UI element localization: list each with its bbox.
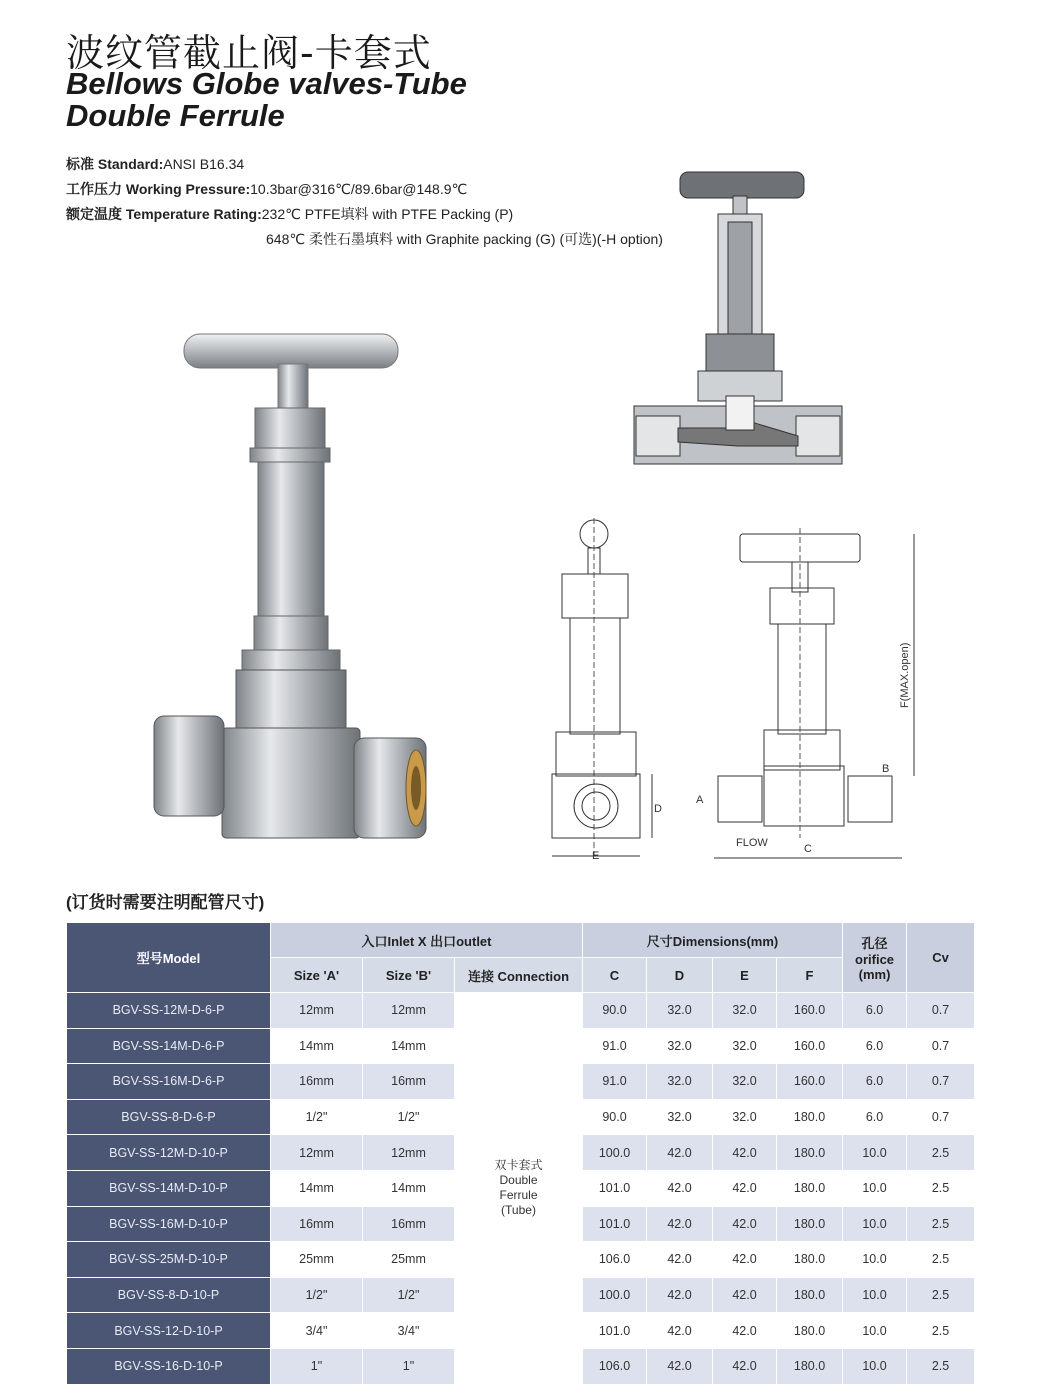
cell-cv: 2.5 [907, 1348, 975, 1384]
cell-size-a: 12mm [271, 993, 363, 1029]
cell-d: 42.0 [647, 1348, 713, 1384]
cell-f: 180.0 [777, 1206, 843, 1242]
cell-size-b: 16mm [363, 1206, 455, 1242]
cell-d: 42.0 [647, 1242, 713, 1278]
header-model: 型号Model [67, 923, 271, 993]
cell-cv: 0.7 [907, 1099, 975, 1135]
connection-text: Ferrule [499, 1188, 538, 1203]
cell-c: 90.0 [583, 993, 647, 1029]
dim-label-e: E [592, 850, 600, 862]
flow-label: FLOW [736, 837, 768, 849]
title-en-line-2: Double Ferrule [66, 98, 285, 133]
cell-model: BGV-SS-8-D-6-P [67, 1099, 271, 1135]
cell-size-b: 12mm [363, 993, 455, 1029]
dim-label-b: B [882, 763, 890, 775]
cell-model: BGV-SS-12M-D-10-P [67, 1135, 271, 1171]
cell-d: 32.0 [647, 1099, 713, 1135]
header-cv: Cv [907, 923, 975, 993]
cell-orifice: 10.0 [843, 1206, 907, 1242]
cell-size-b: 1" [363, 1348, 455, 1384]
cell-connection [455, 993, 583, 1385]
cell-size-a: 25mm [271, 1242, 363, 1278]
header-inlet-outlet: 入口Inlet X 出口outlet [271, 923, 583, 958]
dim-label-c: C [804, 843, 812, 855]
cell-d: 42.0 [647, 1277, 713, 1313]
cell-e: 32.0 [713, 1099, 777, 1135]
page-title-en [66, 68, 467, 132]
cell-model: BGV-SS-12-D-10-P [67, 1313, 271, 1349]
cell-e: 32.0 [713, 1064, 777, 1100]
spec-temp-label: 额定温度 Temperature Rating: [66, 206, 262, 222]
cell-e: 42.0 [713, 1313, 777, 1349]
cell-size-b: 12mm [363, 1135, 455, 1171]
cell-d: 42.0 [647, 1135, 713, 1171]
cell-e: 42.0 [713, 1135, 777, 1171]
cell-size-b: 16mm [363, 1064, 455, 1100]
cell-c: 106.0 [583, 1242, 647, 1278]
cell-model: BGV-SS-14M-D-6-P [67, 1028, 271, 1064]
cell-d: 32.0 [647, 1028, 713, 1064]
header-d: D [647, 958, 713, 993]
header-c: C [583, 958, 647, 993]
cell-size-b: 1/2" [363, 1277, 455, 1313]
valve-cross-section [628, 166, 848, 471]
cell-d: 32.0 [647, 993, 713, 1029]
header-connection: 连接 Connection [455, 958, 583, 993]
dim-label-d: D [654, 803, 662, 815]
connection-text: 双卡套式 [494, 1158, 543, 1173]
cell-c: 101.0 [583, 1170, 647, 1206]
cell-orifice: 6.0 [843, 1099, 907, 1135]
header-size-b: Size 'B' [363, 958, 455, 993]
cell-model: BGV-SS-16M-D-10-P [67, 1206, 271, 1242]
cell-size-a: 12mm [271, 1135, 363, 1171]
cell-f: 160.0 [777, 1064, 843, 1100]
side-view-drawing [540, 516, 672, 866]
spec-table [66, 922, 975, 1385]
cell-model: BGV-SS-25M-D-10-P [67, 1242, 271, 1278]
cell-f: 180.0 [777, 1313, 843, 1349]
order-note: (订货时需要注明配管尺寸) [66, 893, 265, 912]
front-view-drawing [690, 528, 930, 868]
cell-d: 42.0 [647, 1170, 713, 1206]
dim-label-a: A [696, 794, 704, 806]
cell-f: 160.0 [777, 1028, 843, 1064]
cell-model: BGV-SS-12M-D-6-P [67, 993, 271, 1029]
cell-e: 42.0 [713, 1348, 777, 1384]
cell-orifice: 6.0 [843, 1028, 907, 1064]
header-size-a: Size 'A' [271, 958, 363, 993]
cell-cv: 0.7 [907, 1064, 975, 1100]
cell-size-b: 3/4" [363, 1313, 455, 1349]
cell-orifice: 10.0 [843, 1135, 907, 1171]
cell-size-b: 14mm [363, 1028, 455, 1064]
header-dimensions: 尺寸Dimensions(mm) [583, 923, 843, 958]
spec-pressure-value: 10.3bar@316℃/89.6bar@148.9℃ [250, 181, 468, 197]
cell-cv: 0.7 [907, 1028, 975, 1064]
connection-text: (Tube) [501, 1203, 536, 1218]
cell-cv: 2.5 [907, 1206, 975, 1242]
cell-c: 106.0 [583, 1348, 647, 1384]
cell-size-a: 1/2" [271, 1277, 363, 1313]
cell-size-b: 25mm [363, 1242, 455, 1278]
valve-photo [140, 320, 440, 850]
cell-orifice: 10.0 [843, 1242, 907, 1278]
header-orifice: 孔径 orifice (mm) [843, 923, 907, 993]
cell-e: 42.0 [713, 1277, 777, 1313]
cell-orifice: 6.0 [843, 1064, 907, 1100]
cell-e: 32.0 [713, 993, 777, 1029]
spec-temperature-2: 648℃ 柔性石墨填料 with Graphite packing (G) (可选)(-H option) [266, 231, 663, 247]
header-f: F [777, 958, 843, 993]
cell-f: 160.0 [777, 993, 843, 1029]
cell-e: 42.0 [713, 1242, 777, 1278]
cell-cv: 2.5 [907, 1170, 975, 1206]
cell-size-a: 3/4" [271, 1313, 363, 1349]
cell-c: 91.0 [583, 1064, 647, 1100]
cell-d: 42.0 [647, 1206, 713, 1242]
cell-c: 90.0 [583, 1099, 647, 1135]
cell-orifice: 6.0 [843, 993, 907, 1029]
cell-f: 180.0 [777, 1348, 843, 1384]
cell-orifice: 10.0 [843, 1348, 907, 1384]
cell-e: 32.0 [713, 1028, 777, 1064]
cell-cv: 2.5 [907, 1135, 975, 1171]
table-row [67, 993, 975, 1029]
cell-size-b: 14mm [363, 1170, 455, 1206]
page-title-cn: 波纹管截止阀-卡套式 [66, 31, 432, 75]
cell-cv: 2.5 [907, 1242, 975, 1278]
cell-size-a: 14mm [271, 1170, 363, 1206]
cell-model: BGV-SS-16-D-10-P [67, 1348, 271, 1384]
cell-size-a: 16mm [271, 1206, 363, 1242]
spec-list [66, 152, 663, 252]
cell-f: 180.0 [777, 1242, 843, 1278]
dim-label-f: F(MAX.open) [899, 642, 911, 708]
cell-model: BGV-SS-8-D-10-P [67, 1277, 271, 1313]
cell-c: 100.0 [583, 1277, 647, 1313]
cell-size-b: 1/2" [363, 1099, 455, 1135]
spec-pressure [66, 177, 663, 202]
cell-f: 180.0 [777, 1099, 843, 1135]
cell-size-a: 14mm [271, 1028, 363, 1064]
cell-orifice: 10.0 [843, 1313, 907, 1349]
cell-model: BGV-SS-16M-D-6-P [67, 1064, 271, 1100]
cell-cv: 2.5 [907, 1313, 975, 1349]
connection-text: Double [499, 1173, 538, 1188]
cell-cv: 0.7 [907, 993, 975, 1029]
cell-f: 180.0 [777, 1135, 843, 1171]
cell-size-a: 16mm [271, 1064, 363, 1100]
cell-e: 42.0 [713, 1206, 777, 1242]
cell-d: 42.0 [647, 1313, 713, 1349]
cell-model: BGV-SS-14M-D-10-P [67, 1170, 271, 1206]
spec-temperature [66, 202, 663, 227]
spec-pressure-label: 工作压力 Working Pressure: [66, 181, 251, 197]
cell-cv: 2.5 [907, 1277, 975, 1313]
cell-size-a: 1" [271, 1348, 363, 1384]
title-en-line-1: Bellows Globe valves-Tube [66, 66, 467, 101]
cell-f: 180.0 [777, 1277, 843, 1313]
spec-standard [66, 152, 663, 177]
cell-size-a: 1/2" [271, 1099, 363, 1135]
cell-e: 42.0 [713, 1170, 777, 1206]
spec-standard-label: 标准 Standard: [66, 156, 164, 172]
cell-orifice: 10.0 [843, 1277, 907, 1313]
cell-c: 100.0 [583, 1135, 647, 1171]
cell-c: 101.0 [583, 1313, 647, 1349]
cell-d: 32.0 [647, 1064, 713, 1100]
cell-c: 91.0 [583, 1028, 647, 1064]
spec-standard-value: ANSI B16.34 [163, 156, 245, 172]
cell-orifice: 10.0 [843, 1170, 907, 1206]
header-e: E [713, 958, 777, 993]
cell-c: 101.0 [583, 1206, 647, 1242]
spec-temp-value-1: 232℃ PTFE填料 with PTFE Packing (P) [261, 206, 514, 222]
cell-f: 180.0 [777, 1170, 843, 1206]
